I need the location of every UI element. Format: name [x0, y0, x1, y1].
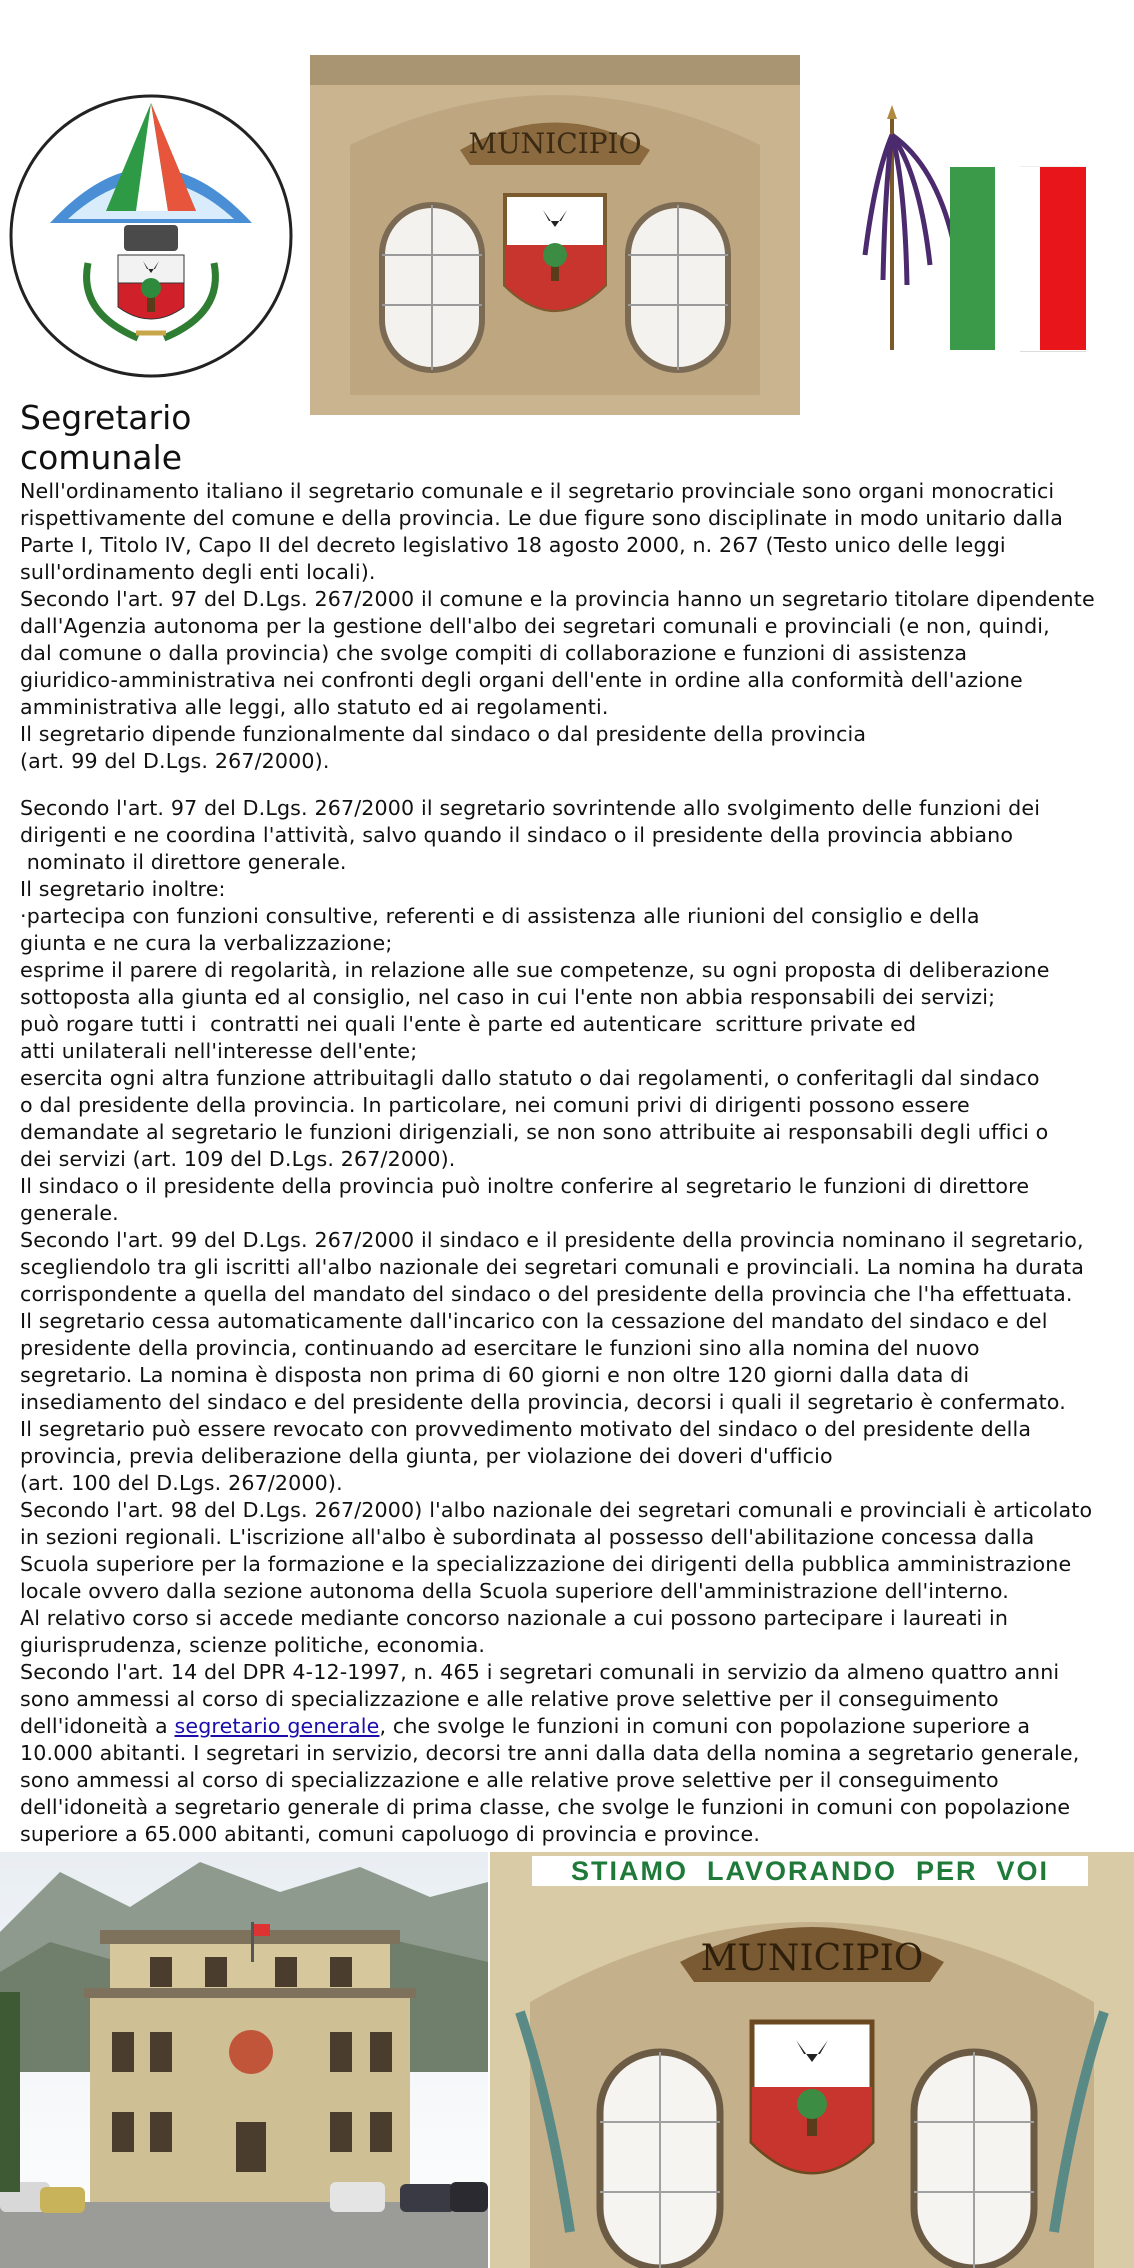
- text-line: locale ovvero dalla sezione autonoma della Scuola superiore dell'amministrazione dell'interno.: [20, 1579, 1009, 1603]
- text-line: scegliendolo tra gli iscritti all'albo nazionale dei segretari comunali e provinciali. La nomina ha durata: [20, 1255, 1085, 1279]
- link-prefix: dell'idoneità a: [20, 1714, 175, 1738]
- text-line: rispettivamente del comune e della provincia. Le due figure sono disciplinate in modo unitario dalla: [20, 506, 1064, 530]
- text-line-with-link: [20, 1713, 1130, 1740]
- text-line: dirigenti e ne coordina l'attività, salvo quando il sindaco o il presidente della provincia abbiano: [20, 823, 1014, 847]
- text-line: dall'Agenzia autonoma per la gestione dell'albo dei segretari comunali e provinciali (e non, quindi,: [20, 614, 1050, 638]
- text-line: provincia, previa deliberazione della giunta, per violazione dei doveri d'ufficio: [20, 1444, 833, 1468]
- text-line: nominato il direttore generale.: [20, 850, 347, 874]
- link-suffix: , che svolge le funzioni in comuni con popolazione superiore a: [379, 1714, 1031, 1738]
- text-line: 10.000 abitanti. I segretari in servizio, decorsi tre anni dalla data della nomina a segretario generale,: [20, 1741, 1080, 1765]
- text-line: Il sindaco o il presidente della provincia può inoltre conferire al segretario le funzioni di direttore: [20, 1174, 1030, 1198]
- text-line: sottoposta alla giunta ed al consiglio, nel caso in cui l'ente non abbia responsabili dei servizi;: [20, 985, 996, 1009]
- municipio-label: MUNICIPIO: [468, 127, 642, 160]
- text-line: Parte I, Titolo IV, Capo II del decreto legislativo 18 agosto 2000, n. 267 (Testo unico delle leggi: [20, 533, 1006, 557]
- text-line: in sezioni regionali. L'iscrizione all'albo è subordinata al possesso dell'abilitazione concessa dalla: [20, 1525, 1035, 1549]
- text-line: sono ammessi al corso di specializzazione e alle relative prove selettive per il conseguimento: [20, 1768, 999, 1792]
- text-line: segretario. La nomina è disposta non prima di 60 giorni e non oltre 120 giorni dalla data di: [20, 1363, 970, 1387]
- commune-emblem: [8, 93, 294, 379]
- page-title: Segretario comunale: [20, 398, 192, 477]
- text-line: sono ammessi al corso di specializzazione e alle relative prove selettive per il conseguimento: [20, 1687, 999, 1711]
- text-line: generale.: [20, 1201, 119, 1225]
- text-line: Secondo l'art. 97 del D.Lgs. 267/2000 il segretario sovrintende allo svolgimento delle funzioni dei: [20, 796, 1041, 820]
- text-line: demandate al segretario le funzioni dirigenziali, se non sono attribuite ai responsabili degli uffici o: [20, 1120, 1049, 1144]
- text-line: Il segretario può essere revocato con provvedimento motivato del sindaco o del presidente della: [20, 1417, 1032, 1441]
- text-line: presidente della provincia, continuando ad esercitare le funzioni sino alla nomina del nuovo: [20, 1336, 980, 1360]
- functions-section: [20, 795, 1130, 1848]
- segretario-generale-link[interactable]: segretario generale: [174, 1714, 380, 1738]
- text-line: Scuola superiore per la formazione e la specializzazione dei dirigenti della pubblica amministrazione: [20, 1552, 1072, 1576]
- town-hall-building-photo: [0, 1852, 488, 2268]
- text-line: dal comune o dalla provincia) che svolge compiti di collaborazione e funzioni di assistenza: [20, 641, 968, 665]
- text-line: Nell'ordinamento italiano il segretario comunale e il segretario provinciale sono organi monocratici: [20, 479, 1055, 503]
- municipio-facade-photo: [310, 55, 800, 415]
- text-line: dei servizi (art. 109 del D.Lgs. 267/2000).: [20, 1147, 456, 1171]
- text-line: Secondo l'art. 14 del DPR 4-12-1997, n. 465 i segretari comunali in servizio da almeno quattro anni: [20, 1660, 1060, 1684]
- intro-section: [20, 478, 1130, 775]
- mural-municipio-label: MUNICIPIO: [700, 1938, 924, 1979]
- text-line: sull'ordinamento degli enti locali).: [20, 560, 376, 584]
- text-line: amministrativa alle leggi, allo statuto ed ai regolamenti.: [20, 695, 609, 719]
- banner-text: STIAMO LAVORANDO PER VOI: [532, 1856, 1088, 1886]
- article-body: [20, 478, 1130, 1848]
- text-line: Secondo l'art. 99 del D.Lgs. 267/2000 il sindaco e il presidente della provincia nominano il segretario,: [20, 1228, 1084, 1252]
- text-line: dell'idoneità a segretario generale di prima classe, che svolge le funzioni in comuni con popolazione: [20, 1795, 1071, 1819]
- text-line: Il segretario dipende funzionalmente dal sindaco o dal presidente della provincia: [20, 722, 867, 746]
- text-line: corrispondente a quella del mandato del sindaco o del presidente della provincia che l'ha effettuata.: [20, 1282, 1073, 1306]
- text-line: Il segretario inoltre:: [20, 877, 226, 901]
- text-line: giuridico-amministrativa nei confronti degli organi dell'ente in ordine alla conformità dell'azione: [20, 668, 1023, 692]
- text-line: esprime il parere di regolarità, in relazione alle sue competenze, su ogni proposta di deliberazione: [20, 958, 1050, 982]
- municipio-mural-photo: [490, 1852, 1134, 2268]
- text-line: giunta e ne cura la verbalizzazione;: [20, 931, 393, 955]
- text-line: (art. 99 del D.Lgs. 267/2000).: [20, 749, 330, 773]
- text-line: Al relativo corso si accede mediante concorso nazionale a cui possono partecipare i laureati in: [20, 1606, 1009, 1630]
- text-line: atti unilaterali nell'interesse dell'ente;: [20, 1039, 418, 1063]
- text-line: o dal presidente della provincia. In particolare, nei comuni privi di dirigenti possono essere: [20, 1093, 970, 1117]
- text-line: superiore a 65.000 abitanti, comuni capoluogo di provincia e province.: [20, 1822, 761, 1846]
- text-line: può rogare tutti i contratti nei quali l'ente è parte ed autenticare scritture private ed: [20, 1012, 917, 1036]
- text-line: esercita ogni altra funzione attribuitagli dallo statuto o dai regolamenti, o conferitagli dal sindaco: [20, 1066, 1040, 1090]
- text-line: Secondo l'art. 97 del D.Lgs. 267/2000 il comune e la provincia hanno un segretario titolare dipendente: [20, 587, 1095, 611]
- text-line: Secondo l'art. 98 del D.Lgs. 267/2000) l'albo nazionale dei segretari comunali e provinciali è articolato: [20, 1498, 1093, 1522]
- text-line: (art. 100 del D.Lgs. 267/2000).: [20, 1471, 343, 1495]
- flag-white-stripe-fix: [950, 167, 1085, 350]
- text-line: Il segretario cessa automaticamente dall'incarico con la cessazione del mandato del sindaco e del: [20, 1309, 1048, 1333]
- text-line: insediamento del sindaco e del presidente della provincia, decorsi i quali il segretario è confermato.: [20, 1390, 1066, 1414]
- text-line: giurisprudenza, scienze politiche, economia.: [20, 1633, 486, 1657]
- text-line: ·partecipa con funzioni consultive, referenti e di assistenza alle riunioni del consiglio e della: [20, 904, 980, 928]
